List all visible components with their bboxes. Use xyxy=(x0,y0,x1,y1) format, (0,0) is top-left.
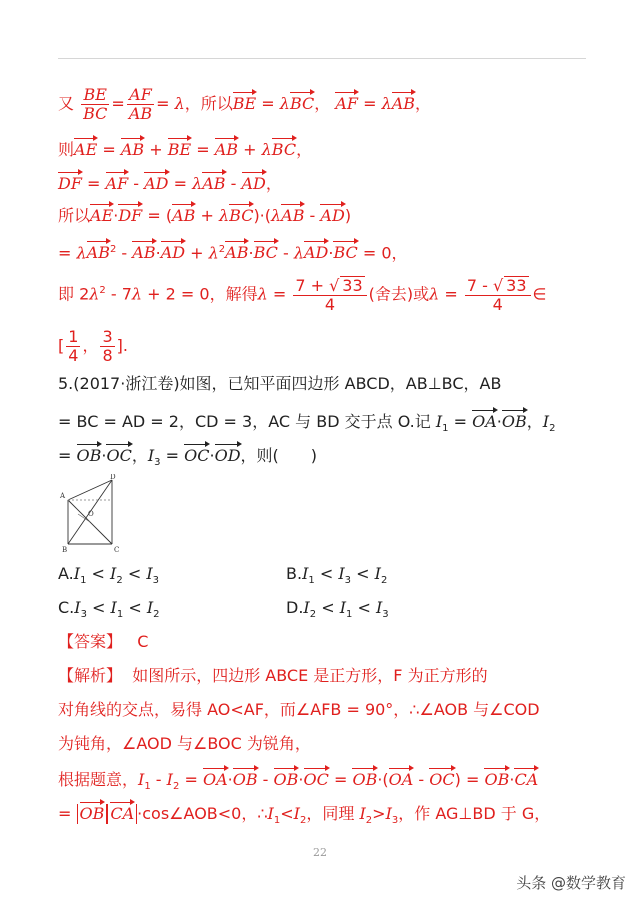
solution-line-2: 则AE = AB + BE = AB + λBC， xyxy=(58,140,313,159)
analysis-label: 【解析】 xyxy=(58,666,123,685)
solution-line-7: [ $\frac{1}{4}$ ， $\frac{3}{8}$ ]. xyxy=(58,327,128,365)
problem-stem-line-3: = OB·OC，$I_3 = OC\cdot OD$，则( ) xyxy=(58,446,318,469)
label-A: A xyxy=(60,492,66,500)
choice-b: $B.I_1 < I_3 < I_2$ xyxy=(286,564,388,587)
answer-line xyxy=(58,632,148,652)
label-B: B xyxy=(62,546,68,552)
label-D: D xyxy=(110,474,116,481)
solution-line-6: 即 $2\lambda^2 - 7\lambda + 2 = 0$，解得λ = $\frac{7 + √ 33}{4}$ (舍去)或λ = $\frac{7 - √ 33}{4}$ ∈ xyxy=(58,276,547,314)
label-C: C xyxy=(114,546,120,552)
page-number: 22 xyxy=(313,846,327,859)
header-rule xyxy=(58,58,586,59)
answer-value: C xyxy=(137,632,149,651)
solution-line-3: DF = AF - AD = λAB - AD， xyxy=(58,174,282,193)
choice-c: $C.I_3 < I_1 < I_2$ xyxy=(58,598,160,621)
quadrilateral-figure xyxy=(58,474,128,552)
solution-line-4: 所以AE·DF = (AB + λBC)·(λAB - AD) xyxy=(58,206,352,225)
label-O: O xyxy=(88,510,94,518)
solution-line-5: = $\lambda AB^2 - AB\cdot AD + \lambda^2AB\cdot BC - \lambda AD\cdot BC = 0$， xyxy=(58,243,408,263)
solution-line-1: 又 $\frac{BE}{BC}$ = $\frac{AF}{AB}$ = λ，所以BE = λBC， AF = λAB， xyxy=(58,85,432,123)
answer-label: 【答案】 xyxy=(58,632,123,651)
choice-a: $A.I_1 < I_2 < I_3$ xyxy=(58,564,160,587)
watermark: 头条 @数学教育 xyxy=(516,874,626,892)
choice-d: $D.I_2 < I_1 < I_3$ xyxy=(286,598,389,621)
problem-stem-line-1: 5.(2017·浙江卷)如图，已知平面四边形 ABCD，AB⊥BC，AB xyxy=(58,374,502,393)
analysis-line-1: 【解析】 如图所示，四边形 ABCE 是正方形，F 为正方形的 xyxy=(58,666,488,685)
problem-stem-line-2: = BC = AD = 2，CD = 3，AC 与 BD 交于点 O.记 $I_1 = OA\cdot OB$，$I_2$ xyxy=(58,412,556,435)
analysis-line-4: 根据题意，$I_1 - I_2 = OA\cdot OB - OB\cdot OC = OB\cdot(OA - OC) = OB\cdot CA$ xyxy=(58,770,539,793)
analysis-line-3: 为钝角，∠AOD 与∠BOC 为锐角， xyxy=(58,734,311,753)
analysis-line-2: 对角线的交点，易得 AO<AF，而∠AFB = 90°，∴∠AOB 与∠COD xyxy=(58,700,540,719)
analysis-line-5: = OB CA ·cos∠AOB<0，$\therefore I_1<I_2$，同理 $I_2>I_3$，作 AG⊥BD 于 G， xyxy=(58,804,551,827)
